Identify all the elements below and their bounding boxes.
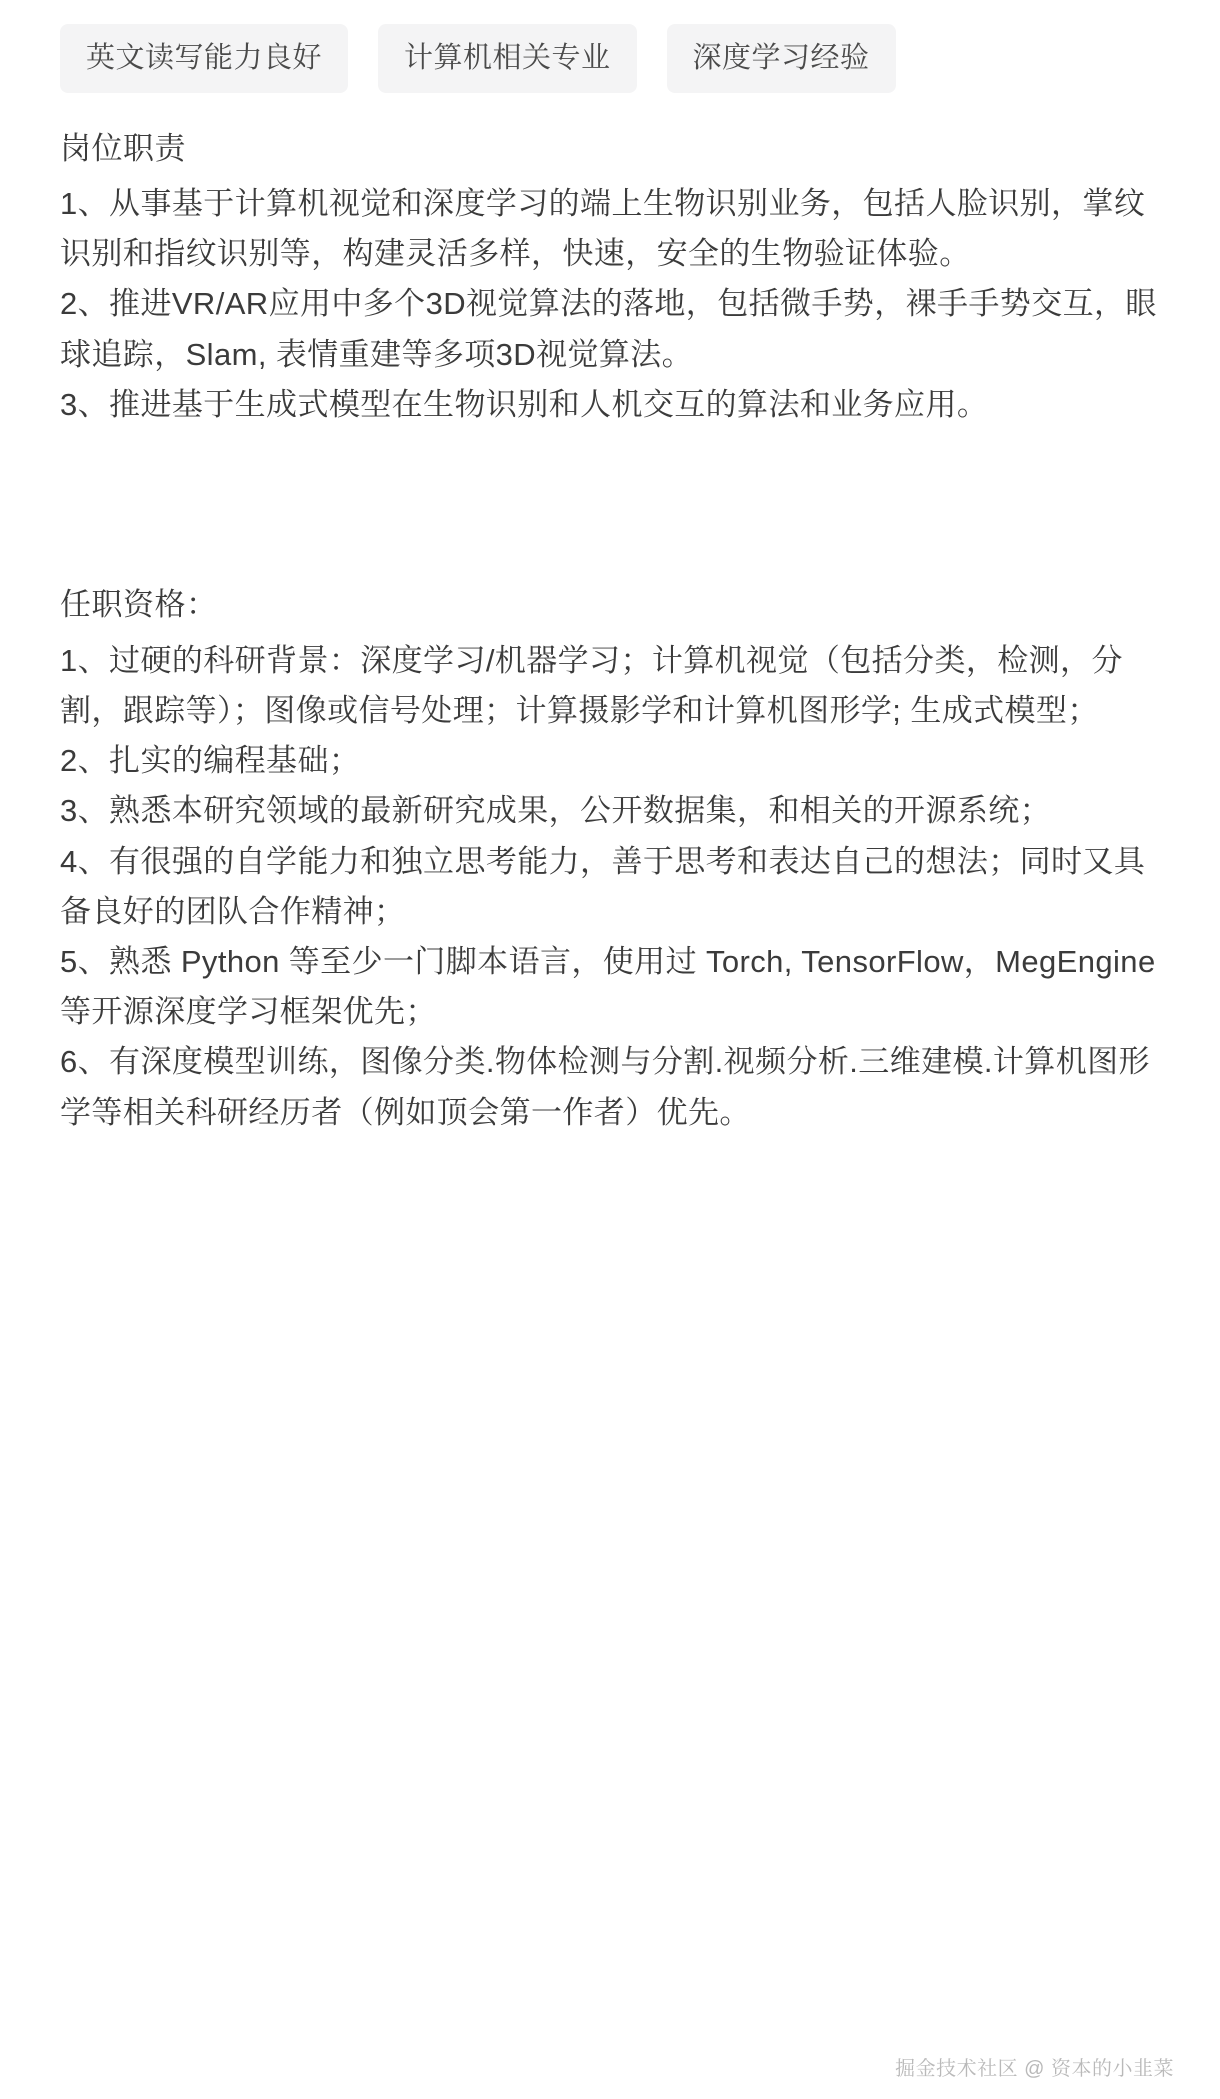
qualifications-item-1: 1、过硬的科研背景：深度学习/机器学习；计算机视觉（包括分类，检测，分割，跟踪等）；图像或信号处理；计算摄影学和计算机图形学; 生成式模型； [60, 642, 1123, 728]
qualifications-section [60, 580, 1160, 1138]
qualifications-item-6: 6、有深度模型训练，图像分类.物体检测与分割.视频分析.三维建模.计算机图形学等相关科研经历者（例如顶会第一作者）优先。 [60, 1044, 1150, 1130]
watermark-text: 掘金技术社区 @ 资本的小韭菜 [895, 2058, 1174, 2080]
qualifications-item-4: 4、有很强的自学能力和独立思考能力，善于思考和表达自己的想法；同时又具备良好的团队合作精神； [60, 843, 1146, 929]
requirement-tag-major[interactable]: 计算机相关专业 [378, 24, 637, 93]
requirement-tag-english[interactable]: 英文读写能力良好 [60, 24, 348, 93]
section-spacer [60, 430, 1160, 580]
requirement-tag-deep-learning[interactable]: 深度学习经验 [667, 24, 896, 93]
qualifications-item-3: 3、熟悉本研究领域的最新研究成果，公开数据集，和相关的开源系统； [60, 793, 1052, 829]
duties-item-2: 2、推进VR/AR应用中多个3D视觉算法的落地，包括微手势，裸手手势交互，眼球追踪，Slam, 表情重建等多项3D视觉算法。 [60, 286, 1157, 372]
duties-section [60, 125, 1160, 430]
qualifications-item-5: 5、熟悉 Python 等至少一门脚本语言，使用过 Torch, TensorFlow，MegEngine 等开源深度学习框架优先； [60, 944, 1156, 1030]
duties-item-3: 3、推进基于生成式模型在生物识别和人机交互的算法和业务应用。 [60, 386, 989, 422]
qualifications-heading: 任职资格： [60, 587, 218, 623]
qualifications-item-2: 2、扎实的编程基础； [60, 743, 361, 779]
duties-item-1: 1、从事基于计算机视觉和深度学习的端上生物识别业务，包括人脸识别，掌纹识别和指纹识别等，构建灵活多样，快速，安全的生物验证体验。 [60, 186, 1146, 272]
requirement-tag-list [60, 0, 1160, 111]
duties-heading: 岗位职责 [60, 131, 186, 166]
